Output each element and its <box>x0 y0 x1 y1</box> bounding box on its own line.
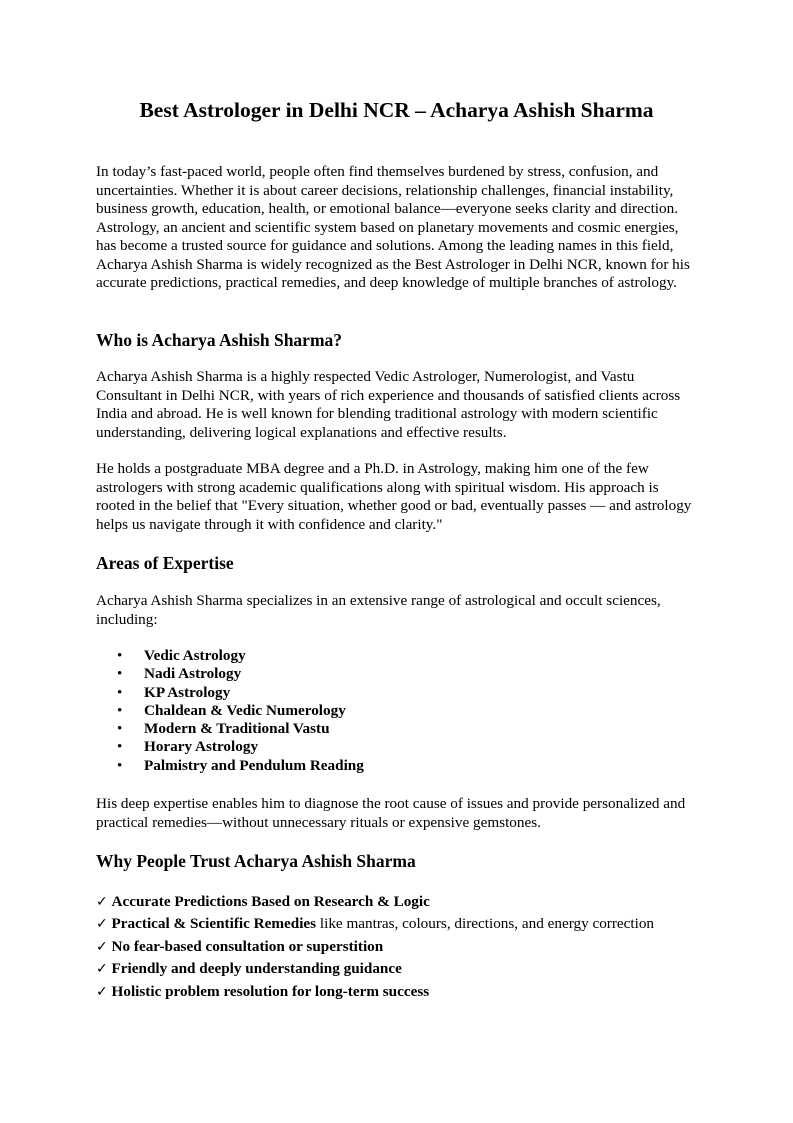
list-item <box>96 647 656 665</box>
list-item <box>96 720 656 738</box>
trust-item-bold: No fear-based consultation or superstition <box>111 937 384 955</box>
list-item <box>96 913 736 935</box>
checkmark-icon: ✓ <box>96 894 108 910</box>
list-item <box>96 684 656 702</box>
bullet-icon: • <box>117 665 123 683</box>
expertise-item: Palmistry and Pendulum Reading <box>144 756 364 774</box>
checkmark-icon: ✓ <box>96 916 108 933</box>
expertise-outro: His deep expertise enables him to diagnose the root cause of issues and provide personalized and practical remedies—without unnecessary rituals or expensive gemstones. <box>96 795 686 831</box>
expertise-item: Nadi Astrology <box>144 665 242 683</box>
trust-item-bold: Accurate Predictions Based on Research & Logic <box>111 893 430 910</box>
checkmark-icon: ✓ <box>96 961 108 978</box>
list-item <box>96 757 656 775</box>
bullet-icon: • <box>117 647 123 664</box>
bullet-icon: • <box>117 738 123 756</box>
expertise-item: Chaldean & Vedic Numerology <box>144 701 346 719</box>
heading-trust: Why People Trust Acharya Ashish Sharma <box>96 851 416 871</box>
bullet-icon: • <box>117 720 123 738</box>
expertise-list <box>96 647 656 775</box>
expertise-item: Modern & Traditional Vastu <box>144 720 330 738</box>
trust-item-bold: Practical & Scientific Remedies <box>111 915 317 933</box>
list-item <box>96 665 656 683</box>
checkmark-icon: ✓ <box>96 983 108 1000</box>
list-item <box>96 702 656 720</box>
expertise-intro: Acharya Ashish Sharma specializes in an extensive range of astrological and occult sciences, including: <box>96 592 661 628</box>
trust-item-bold: Holistic problem resolution for long-term success <box>111 982 430 1000</box>
bullet-icon: • <box>117 701 123 719</box>
expertise-item: Vedic Astrology <box>144 647 246 664</box>
trust-item-bold: Friendly and deeply understanding guidance <box>111 960 402 978</box>
list-item <box>96 738 656 756</box>
trust-item-rest: like mantras, colours, directions, and energy correction <box>316 915 655 933</box>
heading-expertise: Areas of Expertise <box>96 553 234 573</box>
list-item <box>96 981 736 1003</box>
bullet-icon: • <box>117 756 123 774</box>
list-item <box>96 936 736 958</box>
intro-paragraph: In today’s fast-paced world, people often find themselves burdened by stress, confusion, and uncertainties. Whether it is about career decisions, relationship challenges, financial instability, business growth, education, health, or emotional balance—everyone seeks clarity and direction. Astrology, an ancient and scientific system based on planetary movements and cosmic energies, has become a trusted source for guidance and solutions. Among the leading names in this field, Acharya Ashish Sharma is widely recognized as the Best Astrologer in Delhi NCR, known for his accurate predictions, practical remedies, and deep knowledge of multiple branches of astrology. <box>96 163 690 291</box>
trust-list <box>96 891 736 1003</box>
expertise-item: Horary Astrology <box>144 738 259 756</box>
who-paragraph-1: Acharya Ashish Sharma is a highly respected Vedic Astrologer, Numerologist, and Vastu Consultant in Delhi NCR, with years of rich experience and thousands of satisfied clients across India and abroad. He is well known for blending traditional astrology with modern scientific understanding, delivering logical explanations and effective results. <box>96 368 681 441</box>
list-item <box>96 891 736 913</box>
page-title: Best Astrologer in Delhi NCR – Acharya Ashish Sharma <box>139 98 654 122</box>
list-item <box>96 958 736 980</box>
expertise-item: KP Astrology <box>144 683 231 701</box>
checkmark-icon: ✓ <box>96 938 108 955</box>
who-paragraph-2: He holds a postgraduate MBA degree and a Ph.D. in Astrology, making him one of the few astrologers with strong academic qualifications along with spiritual wisdom. His approach is rooted in the belief that "Every situation, whether good or bad, eventually passes — and astrology helps us navigate through it with confidence and clarity." <box>96 460 692 533</box>
heading-who: Who is Acharya Ashish Sharma? <box>96 330 343 350</box>
bullet-icon: • <box>117 683 123 701</box>
